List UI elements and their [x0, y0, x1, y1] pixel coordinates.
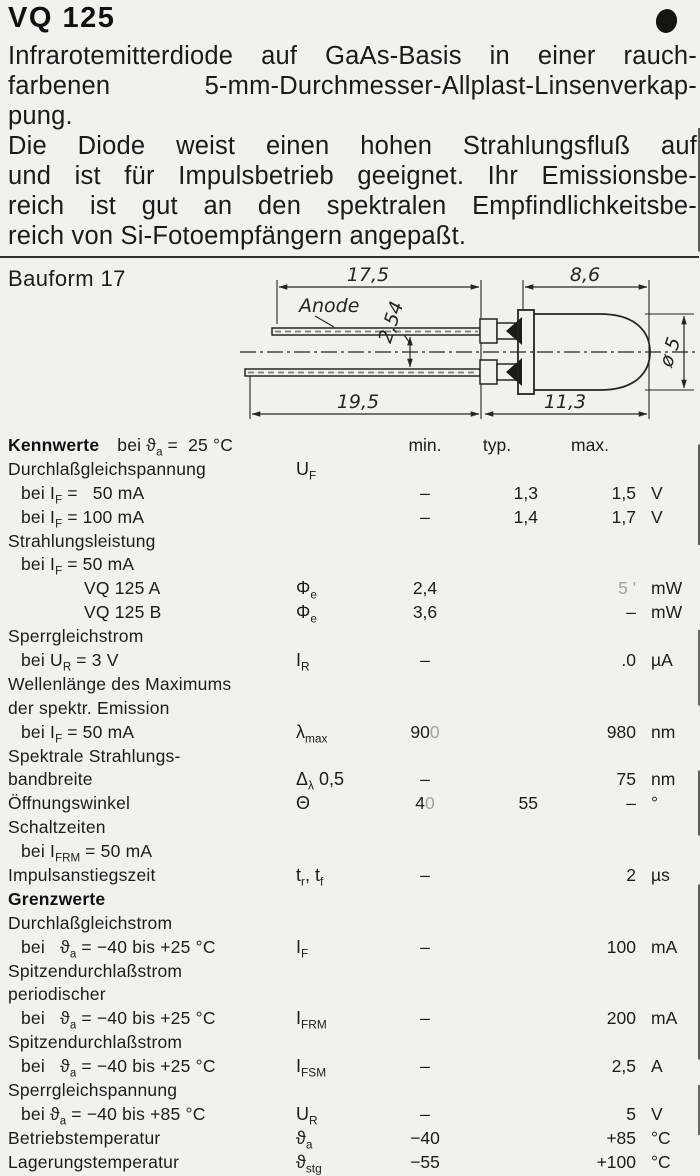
cell-unit: µs: [651, 865, 670, 886]
description-line: farbenen 5-mm-Durchmesser-Allplast-Linsenverkap-: [8, 72, 697, 100]
cell-label: bei $U_R = 3$ V: [21, 650, 119, 674]
cell-label: bei $I_F = 50$ mA: [21, 554, 135, 578]
table-row: [0, 674, 700, 698]
cell-label: Durchlaßgleichstrom: [8, 912, 173, 933]
bauform-label: Bauform 17: [8, 266, 126, 291]
dim-diameter: ø 5: [655, 334, 686, 370]
table-row: [0, 531, 700, 555]
cell-label: Lagerungstemperatur: [8, 1151, 180, 1172]
cell-label: VQ 125 A: [84, 578, 161, 599]
cell-min: −55: [410, 1151, 440, 1172]
description-line: Infrarotemitterdiode auf GaAs-Basis in einer rauch-: [8, 42, 697, 70]
cell-max: 1,5: [611, 482, 636, 503]
cell-min: –: [420, 1103, 430, 1124]
cell-min: 900: [410, 721, 440, 742]
cell-label: VQ 125 B: [84, 602, 162, 623]
cell-symbol: $ϑ_{stg}$: [296, 1151, 322, 1176]
cell-min: –: [420, 1008, 430, 1029]
cell-unit: A: [651, 1056, 663, 1077]
cell-unit: °: [651, 793, 658, 814]
cell-label: Spektrale Strahlungs-: [8, 745, 181, 766]
cell-max: 5 ': [618, 578, 636, 599]
table-row: [0, 984, 700, 1008]
cell-unit: mA: [651, 936, 678, 957]
table-row: [0, 483, 700, 507]
cell-symbol: $I_{FSM}$: [296, 1056, 327, 1080]
cell-unit: °C: [651, 1151, 671, 1172]
description-line: und ist für Impulsbetrieb geeignet. Ihr Emissionsbe-: [8, 162, 697, 190]
cell-symbol: $I_F$: [296, 936, 309, 961]
cell-max: +85: [606, 1127, 636, 1148]
cell-max: 2: [626, 865, 636, 886]
anode-label: Anode: [299, 295, 360, 317]
description-line: Die Diode weist einen hohen Strahlungsfluß auf: [8, 132, 697, 160]
table-row: [0, 841, 700, 865]
cell-symbol: $I_{FRM}$: [296, 1008, 327, 1032]
cell-min: 40: [415, 793, 435, 814]
table-row: [0, 817, 700, 841]
cell-max: –: [626, 793, 636, 814]
cell-symbol: $I_R$: [296, 650, 310, 674]
cell-unit: V: [651, 482, 663, 503]
cell-unit: µA: [651, 650, 673, 671]
cell-unit: mA: [651, 1008, 678, 1029]
table-row: [0, 698, 700, 722]
table-row: [0, 913, 700, 937]
cell-max: 2,5: [611, 1056, 636, 1077]
package-drawing: [0, 258, 700, 434]
table-row: [0, 1104, 700, 1128]
cell-label: bei $ϑ_a = -40$ bis +85 °C: [21, 1103, 206, 1128]
table-row: [0, 626, 700, 650]
dim-body: 11,3: [543, 391, 587, 413]
table-row: [0, 650, 700, 674]
cell-min: –: [420, 936, 430, 957]
cell-label: Schaltzeiten: [8, 817, 106, 838]
cell-unit: V: [651, 1103, 663, 1124]
cell-label: Spitzendurchlaßstrom: [8, 960, 183, 981]
cell-typ: 1,4: [513, 506, 538, 527]
cell-min: −40: [410, 1127, 440, 1148]
cell-label: Grenzwerte: [8, 888, 106, 909]
cathode-lead: [245, 358, 522, 386]
punch-hole-mark: [654, 7, 680, 35]
cell-symbol: $U_F$: [296, 458, 317, 483]
cell-label: Spitzendurchlaßstrom: [8, 1032, 183, 1053]
column-header-typ: typ.: [482, 435, 512, 455]
cell-symbol: $\Phi_e$: [296, 578, 317, 602]
cell-min: –: [420, 865, 430, 886]
column-header-max: max.: [571, 435, 609, 455]
cell-symbol: $\Phi_e$: [296, 602, 317, 626]
cell-label: Wellenlänge des Maximums: [8, 673, 232, 694]
table-row: [0, 889, 700, 913]
description-line: reich von Si-Fotoempfängern angepaßt.: [8, 222, 467, 250]
ratings-table-body: [0, 459, 700, 1176]
table-row: [0, 507, 700, 531]
table-row: [0, 554, 700, 578]
cell-label: Impulsanstiegszeit: [8, 865, 156, 886]
cell-max: 200: [606, 1008, 636, 1029]
cell-label: bei $I_F = 50$ mA: [21, 482, 145, 507]
section-condition: bei $ϑ_a = 25$ °C: [117, 435, 234, 459]
cell-label: bei $I_F = 100$ mA: [21, 506, 145, 531]
cell-min: 2,4: [412, 578, 438, 599]
anode-leader-line: [315, 316, 334, 327]
cell-max: +100: [596, 1151, 636, 1172]
cell-label: bei $ϑ_a = -40$ bis +25 °C: [21, 1008, 216, 1032]
cell-min: –: [420, 769, 430, 790]
dim-top-lead: 17,5: [346, 264, 390, 286]
cell-max: 75: [616, 769, 636, 790]
cell-label: der spektr. Emission: [8, 697, 170, 718]
table-row: [0, 722, 700, 746]
ratings-table: [0, 435, 700, 1176]
table-row: [0, 578, 700, 602]
cell-unit: nm: [651, 769, 676, 790]
cell-min: –: [420, 506, 430, 527]
table-row: [0, 961, 700, 985]
cell-min: 3,6: [412, 602, 438, 623]
section-title: Kennwerte: [8, 435, 100, 455]
cell-symbol: Θ: [296, 793, 311, 814]
cell-unit: mW: [651, 602, 683, 623]
cell-unit: °C: [651, 1127, 671, 1148]
cell-label: Öffnungswinkel: [8, 793, 131, 814]
cell-label: Strahlungsleistung: [8, 530, 156, 551]
table-section-header: [8, 435, 290, 459]
cell-max: 100: [606, 936, 636, 957]
cell-max: 980: [606, 721, 636, 742]
table-header-row: [0, 435, 700, 459]
table-row: [0, 1056, 700, 1080]
cell-symbol: $U_R$: [296, 1103, 318, 1128]
cell-label: Durchlaßgleichspannung: [8, 458, 206, 479]
table-row: [0, 865, 700, 889]
cell-max: 5: [626, 1103, 636, 1124]
diode-outline-drawing: [0, 258, 700, 434]
cell-label: Sperrgleichspannung: [8, 1080, 178, 1101]
cell-symbol: $\Delta_\lambda$ 0,5: [296, 769, 344, 794]
cell-label: bei $ϑ_a = -40$ bis +25 °C: [21, 936, 216, 961]
description: [8, 41, 697, 251]
cell-label: Sperrgleichstrom: [8, 626, 144, 647]
cell-unit: nm: [651, 721, 676, 742]
table-row: [0, 1008, 700, 1032]
cell-label: bei $ϑ_a = -40$ bis +25 °C: [21, 1056, 216, 1080]
cell-min: –: [420, 1056, 430, 1077]
cell-label: bei $I_F = 50$ mA: [21, 721, 135, 746]
cell-label: bandbreite: [8, 769, 93, 790]
table-row: [0, 793, 700, 817]
cell-symbol: $\lambda_{max}$: [296, 721, 328, 746]
table-row: [0, 459, 700, 483]
cell-min: –: [420, 482, 430, 503]
cell-symbol: $t_r$, $t_f$: [296, 865, 324, 889]
table-row: [0, 769, 700, 793]
cell-max: –: [626, 602, 636, 623]
cell-typ: 1,3: [513, 482, 538, 503]
description-line: reich ist gut an den spektralen Empfindlichkeitsbe-: [8, 192, 697, 220]
table-row: [0, 746, 700, 770]
table-row: [0, 1032, 700, 1056]
table-row: [0, 1152, 700, 1176]
cell-min: –: [420, 650, 430, 671]
table-row: [0, 1128, 700, 1152]
cell-label: periodischer: [8, 984, 106, 1005]
description-line: pung.: [8, 102, 73, 130]
cell-unit: V: [651, 506, 663, 527]
table-row: [0, 937, 700, 961]
column-header-min: min.: [408, 435, 442, 455]
cell-label: bei $I_{FRM} = 50$ mA: [21, 841, 153, 865]
page-title: VQ 125: [8, 2, 116, 34]
cell-max: .0: [621, 650, 636, 671]
cell-max: 1,7: [611, 506, 636, 527]
cell-label: Betriebstemperatur: [8, 1127, 161, 1148]
cell-unit: mW: [651, 578, 683, 599]
dim-lens: 8,6: [569, 264, 601, 286]
cell-symbol: $ϑ_a$: [296, 1127, 313, 1152]
table-row: [0, 602, 700, 626]
table-row: [0, 1080, 700, 1104]
dim-bottom-lead: 19,5: [336, 391, 380, 413]
cell-typ: 55: [518, 793, 538, 814]
dim-pitch: 2,54: [374, 298, 409, 346]
